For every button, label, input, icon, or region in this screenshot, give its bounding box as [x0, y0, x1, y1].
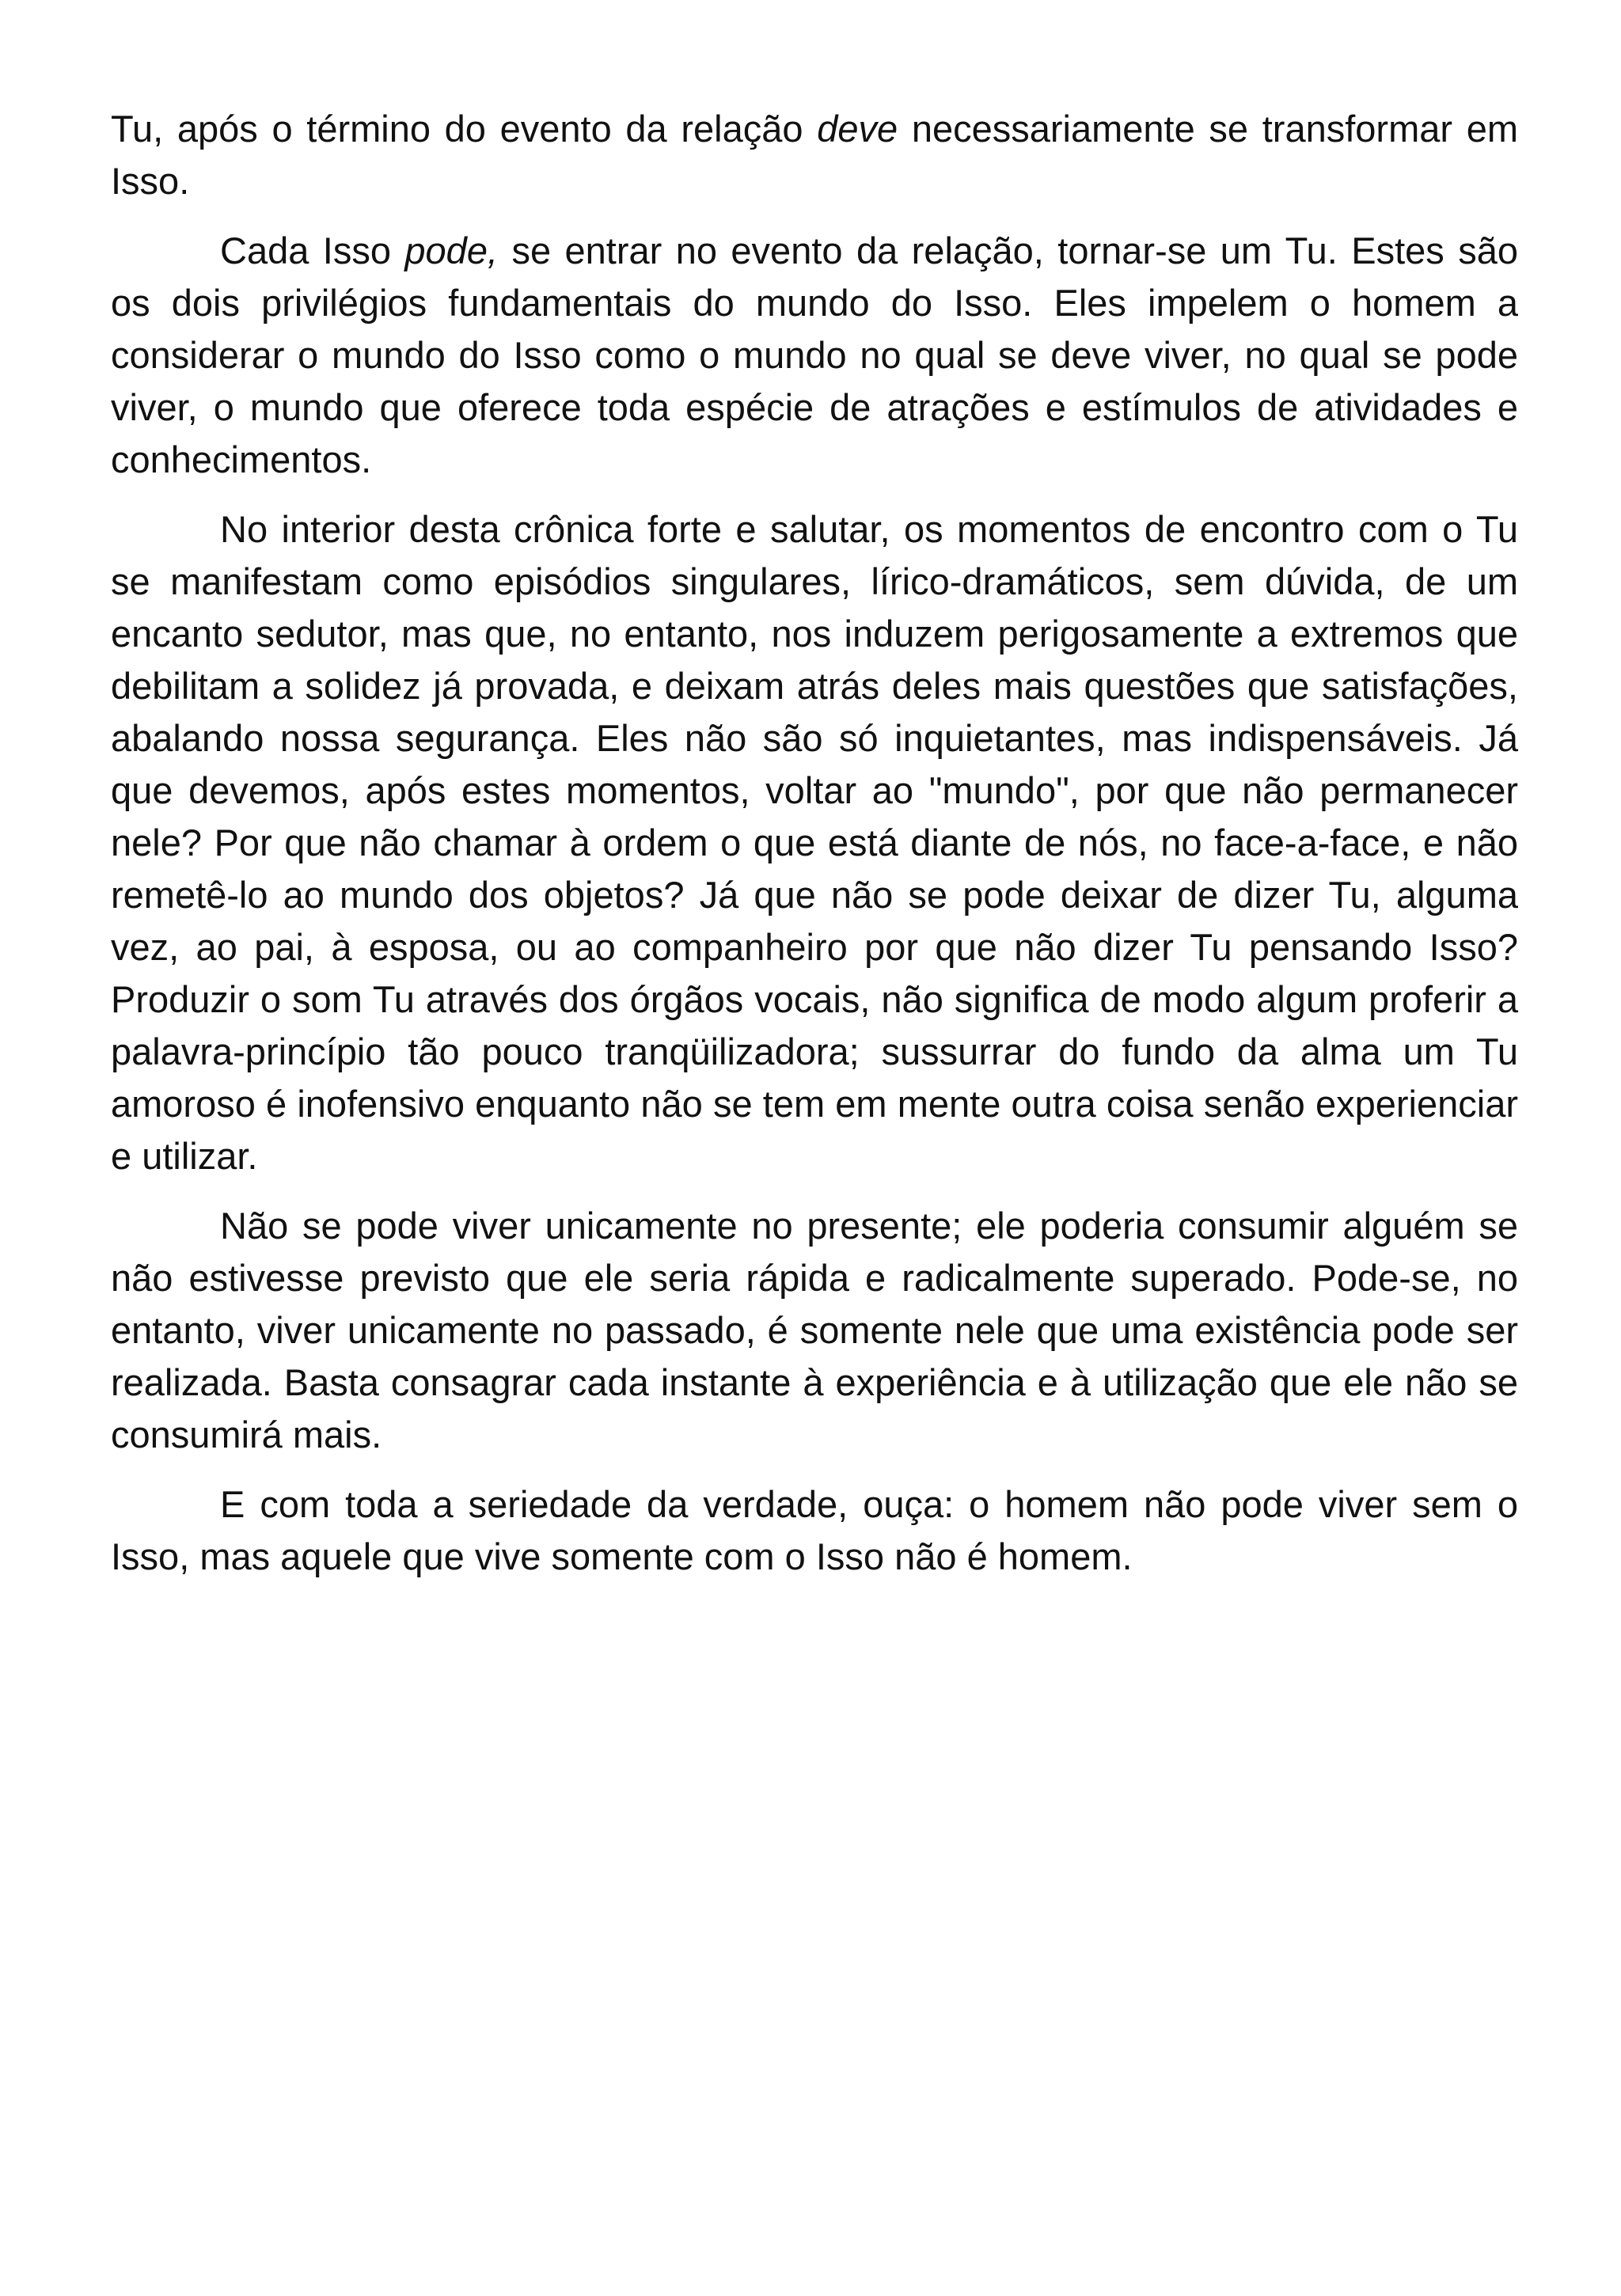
- text-segment: No interior desta crônica forte e salutar, os momentos de encontro com o Tu se manifestam como episódios singulares, lírico-dramáticos, sem dúvida, de um encanto sedutor, mas que, no entanto, nos induzem perigosamente a extremos que debilitam a solidez já provada, e deixam atrás deles mais questões que satisfações, abalando nossa segurança. Eles não são só inquietantes, mas indispensáveis. Já que devemos, após estes momentos, voltar ao "mundo", por que não permanecer nele? Por que não chamar à ordem o que está diante de nós, no face-a-face, e não remetê-lo ao mundo dos objetos? Já que não se pode deixar de dizer Tu, alguma vez, ao pai, à esposa, ou ao companheiro por que não dizer Tu pensando Isso? Produzir o som Tu através dos órgãos vocais, não significa de modo algum proferir a palavra-princípio tão pouco tranqüilizadora; sussurrar do fundo da alma um Tu amoroso é inofensivo enquanto não se tem em mente outra coisa senão experienciar e utilizar.: [111, 508, 1518, 1177]
- text-segment: E com toda a seriedade da verdade, ouça: o homem não pode viver sem o Isso, mas aquele que vive somente com o Isso não é homem.: [111, 1483, 1518, 1577]
- italic-segment: pode,: [404, 230, 499, 271]
- text-segment: Tu, após o término do evento da relação: [111, 108, 818, 150]
- text-segment: necessariamente se transformar em Isso.: [111, 108, 1518, 202]
- text-segment: Cada Isso: [220, 230, 405, 271]
- text-segment: se entrar no evento da relação, tornar-se um Tu. Estes são os dois privilégios fundamentais do mundo do Isso. Eles impelem o homem a considerar o mundo do Isso como o mundo no qual se deve viver, no qual se pode viver, o mundo que oferece toda espécie de atrações e estímulos de atividades e conhecimentos.: [111, 230, 1518, 480]
- paragraph-1: [111, 103, 1518, 207]
- paragraph-5: [111, 1478, 1518, 1583]
- paragraph-4: [111, 1200, 1518, 1461]
- paragraph-2: [111, 225, 1518, 486]
- italic-segment: deve: [817, 108, 898, 150]
- text-segment: Não se pode viver unicamente no presente; ele poderia consumir alguém se não estivesse previsto que ele seria rápida e radicalmente superado. Pode-se, no entanto, viver unicamente no passado, é somente nele que uma existência pode ser realizada. Basta consagrar cada instante à experiência e à utilização que ele não se consumirá mais.: [111, 1205, 1518, 1455]
- document-page: [111, 103, 1518, 1600]
- paragraph-3: [111, 503, 1518, 1182]
